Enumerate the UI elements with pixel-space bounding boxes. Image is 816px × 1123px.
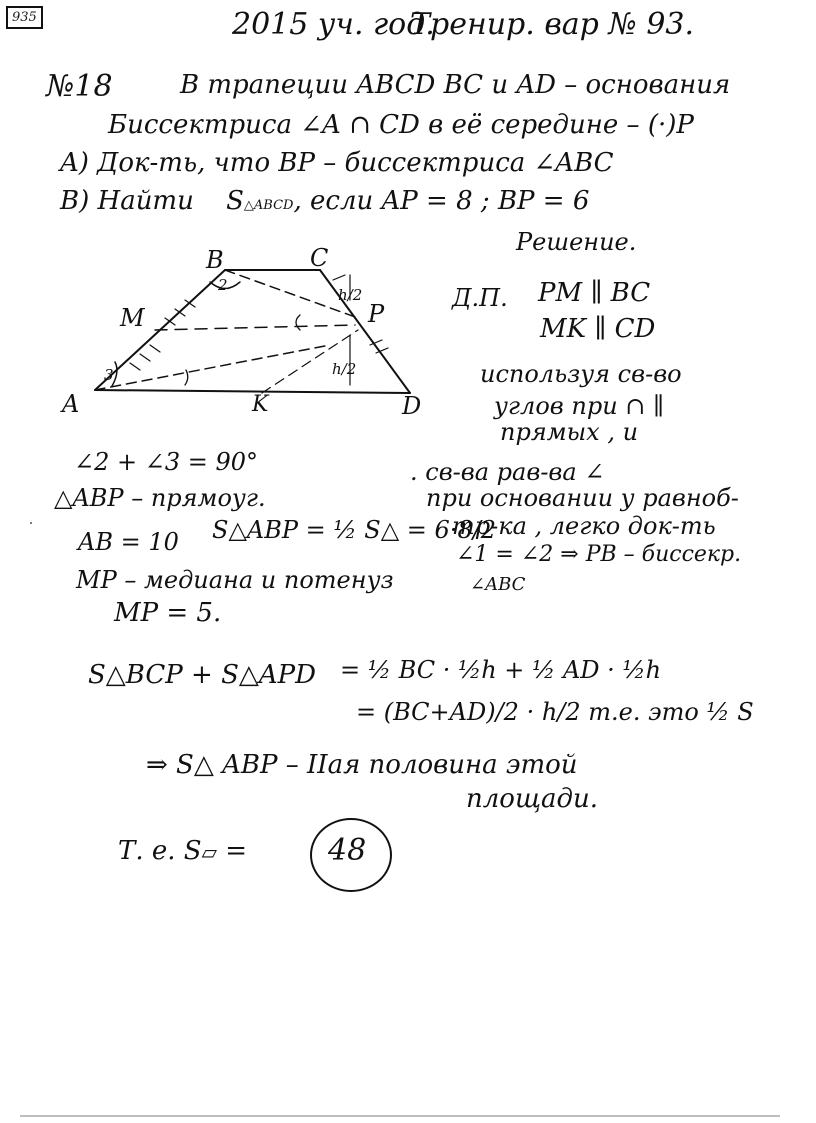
problem-line-1: В трапеции ABCD BC и AD – основания [180, 70, 731, 100]
part-b-area: S [226, 186, 244, 216]
part-b-sub: △ABCD [243, 198, 294, 213]
label-angle-3: 3 [104, 366, 114, 384]
label-k: K [252, 392, 269, 417]
solution-label: Решение. [516, 228, 637, 256]
answer-value: 48 [328, 833, 367, 868]
problem-line-2: Биссектриса ∠A ∩ CD в её середине – (·)P [108, 110, 694, 140]
label-d: D [402, 392, 422, 420]
implies-line: ⇒ S△ ABP – IIая половина этой [146, 750, 578, 780]
bisector-ap [95, 345, 330, 390]
answer-equals: = [225, 836, 248, 866]
label-h-half-bottom: h/2 [332, 360, 357, 378]
note-6: тр-ка , легко док-ть [452, 512, 716, 540]
angles-sum: ∠2 + ∠3 = 90° [74, 448, 259, 476]
median-line: MP – медиана и потенуз [76, 566, 394, 594]
label-c: C [310, 244, 329, 272]
construction-line-1: PM ∥ BC [538, 278, 651, 308]
midline-mp [155, 325, 355, 330]
answer-prefix: Т. е. S [118, 836, 202, 866]
note-7: ∠1 = ∠2 ⇒ PB – биссекр. [456, 542, 742, 567]
area-sum-rhs-2: = (BC+AD)/2 · h/2 т.е. это ½ S [356, 698, 754, 726]
variant-header: Тренир. вар № 93. [410, 7, 695, 42]
angle-1-arc [296, 315, 300, 330]
year-header: 2015 уч. год. [232, 7, 435, 42]
note-2: углов при ∩ ∥ [494, 392, 665, 420]
angle-mark-a [185, 370, 188, 385]
label-m: M [120, 304, 145, 332]
ab-value: AB = 10 [78, 528, 179, 556]
page-number-box: 935 [6, 6, 43, 29]
label-h-half-top: h/2 [338, 286, 363, 304]
answer-line [118, 838, 247, 864]
construction-label: Д.П. [452, 284, 508, 312]
trapezoid-symbol: ▱ [201, 840, 217, 864]
part-a: A) Док-ть, что BP – биссектриса ∠ABC [60, 148, 614, 178]
construction-line-2: MK ∥ CD [540, 314, 656, 344]
label-b: B [206, 246, 224, 274]
area-sum-lhs: S△BCP + S△APD [88, 660, 317, 690]
label-p: P [368, 300, 385, 328]
mp-value: MP = 5. [114, 598, 222, 628]
stray-dot [30, 522, 32, 524]
triangle-abp-right: △ABP – прямоуг. [54, 484, 266, 512]
area-sum-rhs-1: = ½ BC · ½h + ½ AD · ½h [340, 656, 662, 684]
label-a: A [62, 390, 80, 418]
note-8: ∠ABC [470, 574, 526, 595]
page-bottom-line [20, 1115, 780, 1117]
area-word: площади. [466, 784, 598, 814]
note-3: прямых , и [500, 418, 639, 446]
area-abp: S△ABP = ½ S△ = 6·8/2 [212, 516, 497, 544]
note-5: при основании у равноб- [426, 484, 739, 512]
part-b-prefix: B) Найти [60, 186, 194, 216]
problem-number: №18 [46, 69, 113, 104]
part-b-cond: , если AP = 8 ; BP = 6 [293, 186, 590, 216]
label-angle-2: 2 [218, 276, 228, 294]
note-4: . св-ва рав-ва ∠ [410, 458, 605, 486]
note-1: используя св-во [480, 360, 682, 388]
